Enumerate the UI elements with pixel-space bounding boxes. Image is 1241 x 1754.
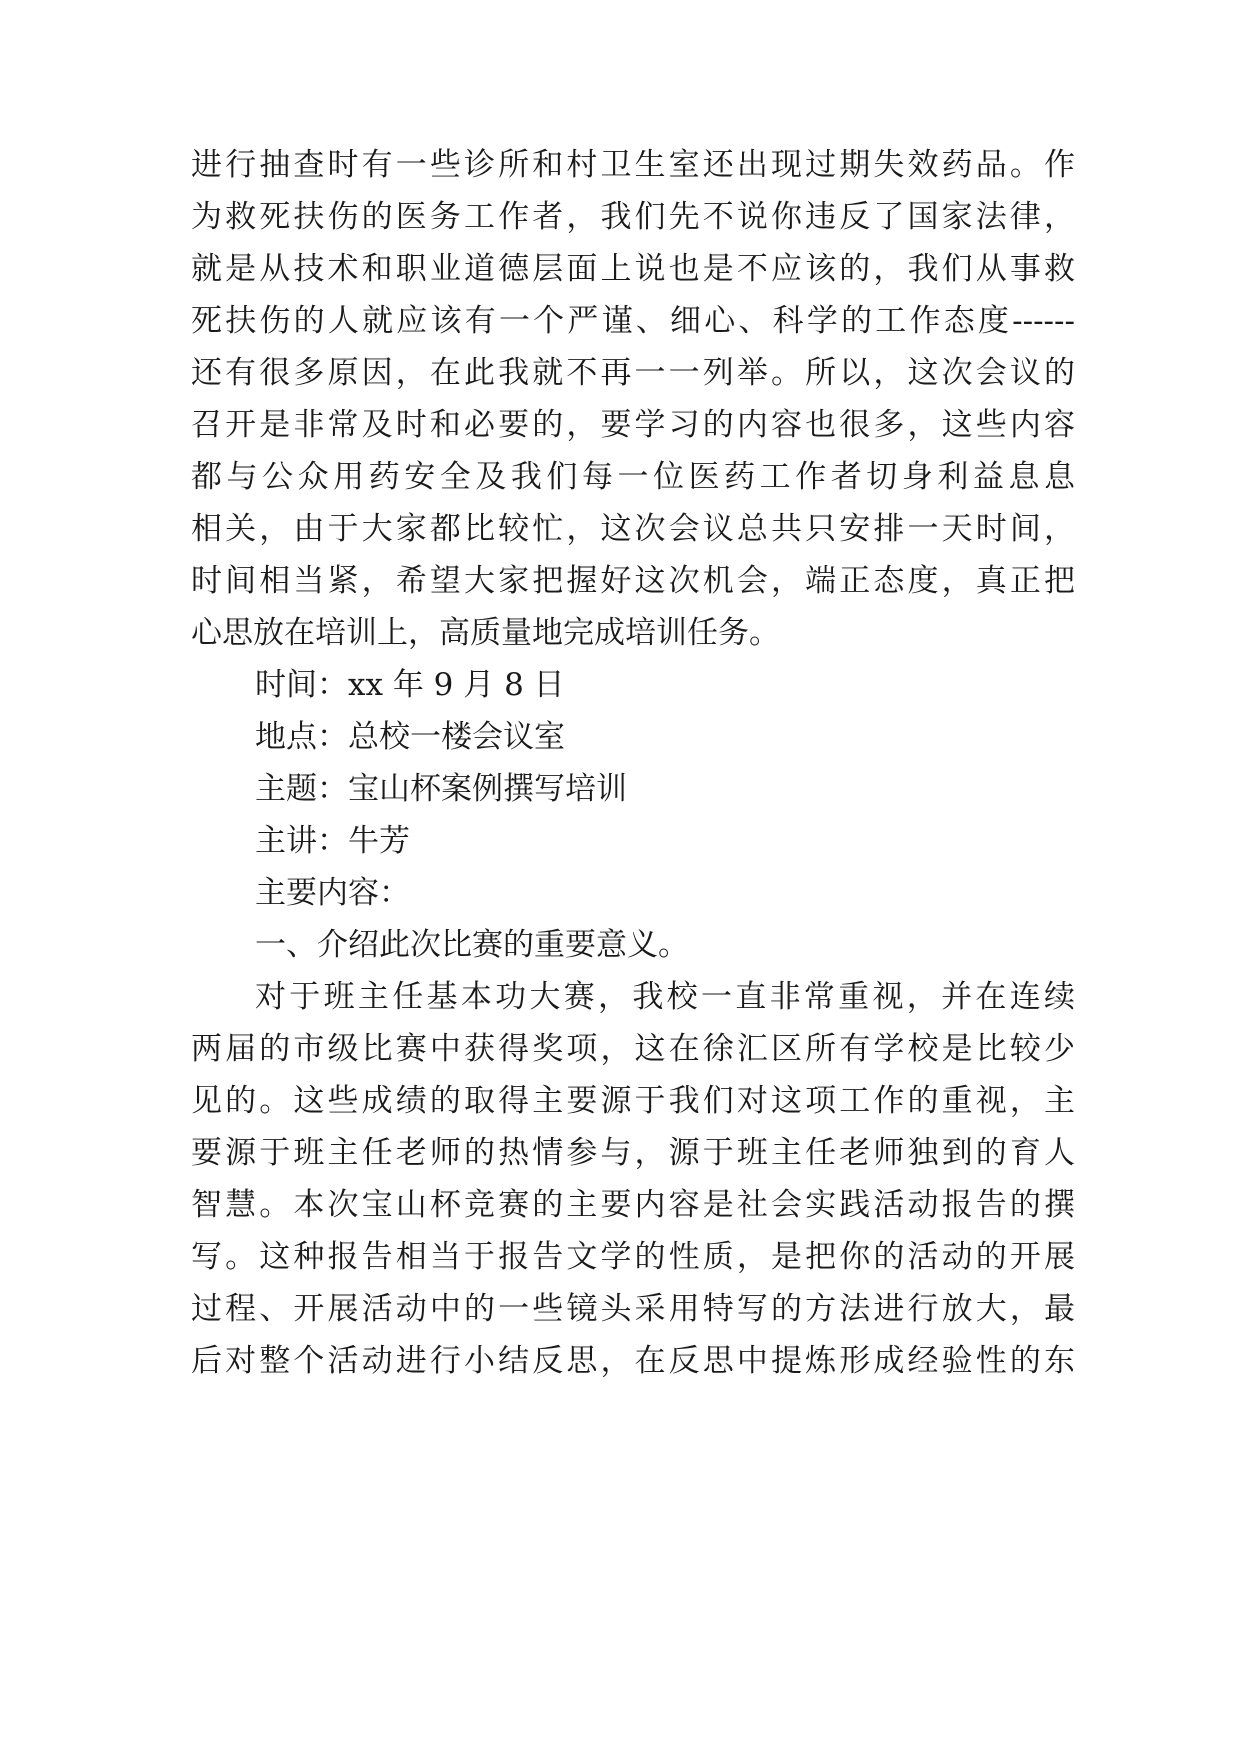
body-line: 进行抽查时有一些诊所和村卫生室还出现过期失效药品。作: [191, 147, 1075, 183]
body-line: 见的。这些成绩的取得主要源于我们对这项工作的重视，主: [191, 1083, 1075, 1119]
body-line: 时间相当紧，希望大家把握好这次机会，端正态度，真正把: [191, 563, 1075, 599]
main-content-heading: 主要内容：: [255, 875, 410, 911]
body-line: 写。这种报告相当于报告文学的性质，是把你的活动的开展: [191, 1239, 1075, 1275]
body-line: 死扶伤的人就应该有一个严谨、细心、科学的工作态度------: [191, 303, 1075, 339]
section-heading: 一、介绍此次比赛的重要意义。: [255, 927, 689, 963]
body-line: 心思放在培训上，高质量地完成培训任务。: [191, 615, 780, 651]
body-line: 都与公众用药安全及我们每一位医药工作者切身利益息息: [191, 459, 1075, 495]
body-line: 两届的市级比赛中获得奖项，这在徐汇区所有学校是比较少: [191, 1031, 1075, 1067]
meeting-speaker: 主讲：牛芳: [255, 823, 410, 859]
body-line: 召开是非常及时和必要的，要学习的内容也很多，这些内容: [191, 407, 1075, 443]
body-line: 还有很多原因，在此我就不再一一列举。所以，这次会议的: [191, 355, 1075, 391]
body-line: 过程、开展活动中的一些镜头采用特写的方法进行放大，最: [191, 1291, 1075, 1327]
body-line: 智慧。本次宝山杯竞赛的主要内容是社会实践活动报告的撰: [191, 1187, 1075, 1223]
meeting-time: 时间：xx 年 9 月 8 日: [255, 667, 565, 703]
body-line: 要源于班主任老师的热情参与，源于班主任老师独到的育人: [191, 1135, 1075, 1171]
body-line: 对于班主任基本功大赛，我校一直非常重视，并在连续: [255, 979, 1075, 1015]
body-line: 相关，由于大家都比较忙，这次会议总共只安排一天时间，: [191, 511, 1075, 547]
body-line: 为救死扶伤的医务工作者，我们先不说你违反了国家法律，: [191, 199, 1075, 235]
meeting-topic: 主题：宝山杯案例撰写培训: [255, 771, 627, 807]
body-line: 后对整个活动进行小结反思，在反思中提炼形成经验性的东: [191, 1343, 1075, 1379]
meeting-location: 地点：总校一楼会议室: [255, 719, 565, 755]
body-line: 就是从技术和职业道德层面上说也是不应该的，我们从事救: [191, 251, 1075, 287]
